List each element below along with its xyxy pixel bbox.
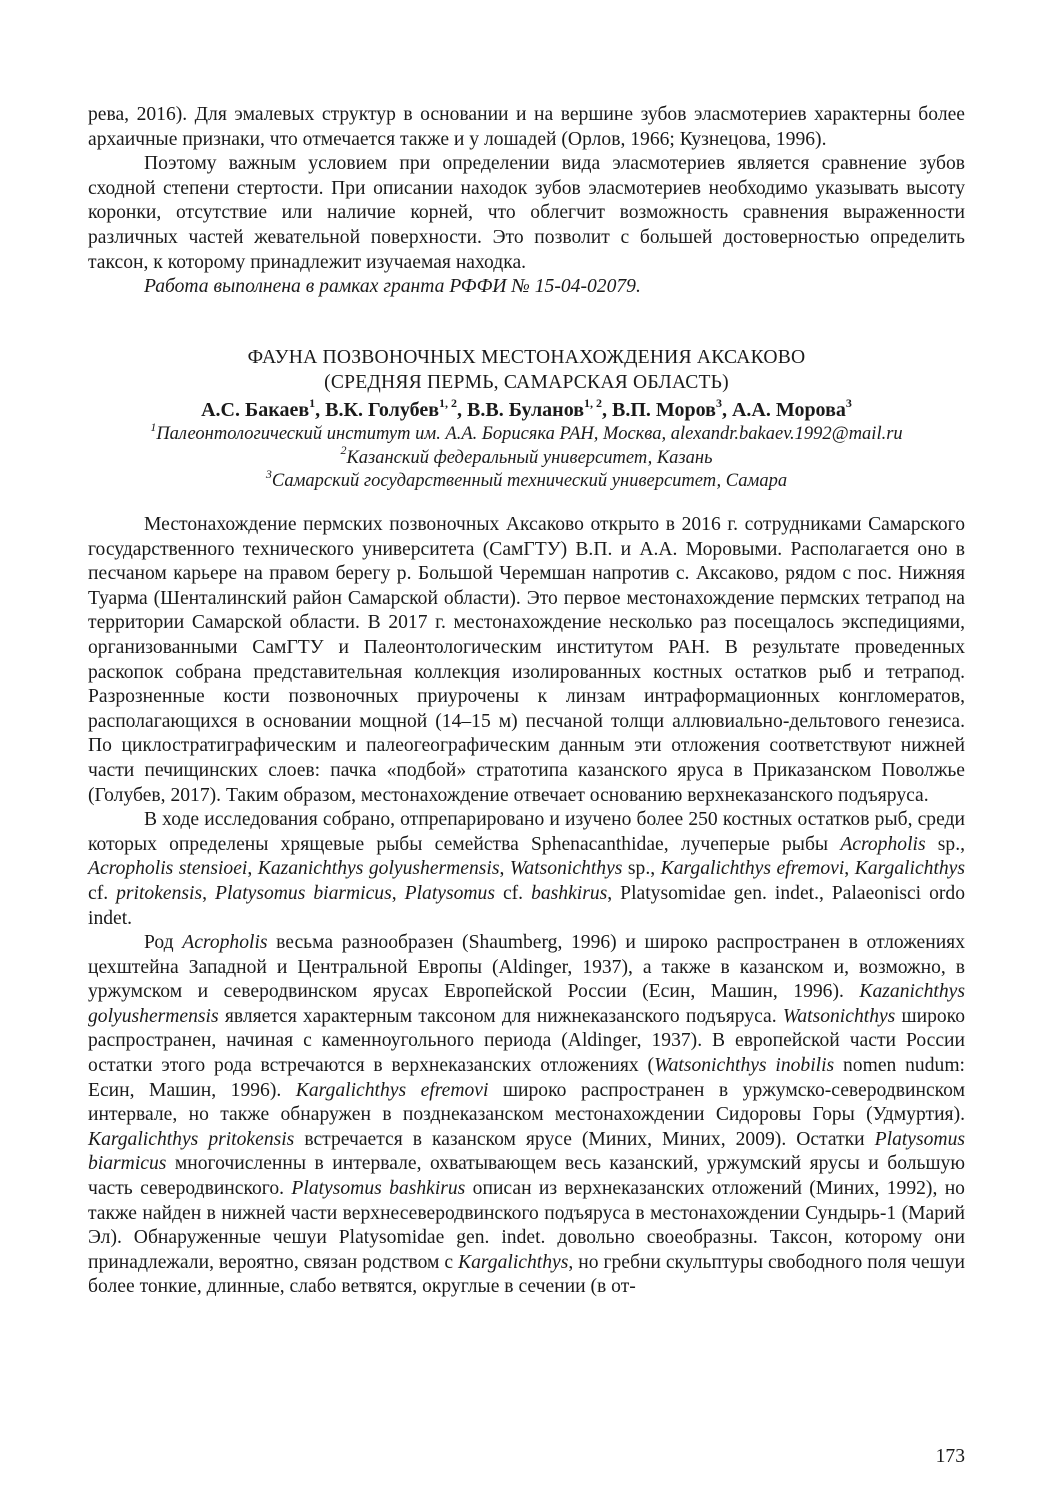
text-run: Поэтому важным условием при определении вида эласмотериев является сравнение зубов сходной степени стертости. При описании находок зубов эласмотериев необходимо указывать высоту коронки, отсутствие или наличие корней, что облегчит возможность сравнения выраженности различных частей жевательной поверхности. Это позволит с большей достоверностью определить таксон, к которому принадлежит изучаемая находка.	[88, 153, 965, 273]
text-run: sp.,	[622, 858, 661, 880]
affiliation-mark: 2	[340, 443, 347, 458]
italic-text: Acropholis	[840, 833, 926, 855]
article-body	[88, 513, 965, 1300]
affiliation-text: Палеонтологический институт им. А.А. Борисяка РАН, Москва, alexandr.bakaev.1992@mail.ru	[156, 424, 903, 444]
author-affiliation-mark: 1, 2	[584, 396, 602, 411]
paragraph	[88, 152, 965, 275]
text-run: ,	[844, 858, 855, 880]
text-run: широко распространен в уржумско-северодвинском интервале, но также обнаружен в позднеказанском местонахождении Сидоровы Горы (Удмуртия).	[88, 1079, 965, 1126]
italic-text: Platysomus biarmicus	[88, 1128, 965, 1175]
italic-text: Acropholis stensioei	[88, 858, 248, 880]
text-run: ,	[202, 882, 215, 904]
text-run: весьма разнообразен (Shaumberg, 1996) и широко распространен в отложениях цехштейна Западной и Центральной Европы (Aldinger, 1937), а также в казанском и, возможно, в уржумском и северодвинском ярусах Европейской России (Есин, Машин, 1996).	[88, 932, 965, 1003]
author-affiliation-mark: 3	[715, 396, 722, 411]
italic-text: bashkirus	[531, 882, 608, 904]
text-run: , Platysomidae gen. indet., Palaeonisci ordo indet.	[88, 882, 966, 929]
italic-text: Platysomus bashkirus	[291, 1178, 466, 1200]
text-run: Местонахождение пермских позвоночных Аксаково открыто в 2016 г. сотрудниками Самарского государственного технического университета (СамГТУ) В.П. и А.А. Моровыми. Располагается оно в песчаном карьере на правом берегу р. Большой Черемшан напротив с. Аксаково, рядом с пос. Нижняя Туарма (Шенталинский район Самарской области). Это первое местонахождение пермских тетрапод на территории Самарской области. В 2017 г. местонахождение несколько раз посещалось экспедициями, организованными СамГТУ и Палеонтологическим институтом РАН. В результате проведенных раскопок собрана представительная коллекция изолированных костных остатков рыб и тетрапод. Разрозненные кости позвоночных приурочены к линзам интраформационных конгломератов, располагающихся в основании мощной (14–15 м) песчаной толщи аллювиально-дельтового генезиса. По циклостратиграфическим и палеогеографическим данным эти отложения соответствуют нижней части печищинских слоев: пачка «подбой» стратотипа казанского яруса в Приказанском Поволжье (Голубев, 2017). Таким образом, местонахождение отвечает основанию верхнеказанского подъяруса.	[88, 514, 965, 806]
article-title-line-2: (СРЕДНЯЯ ПЕРМЬ, САМАРСКАЯ ОБЛАСТЬ)	[324, 372, 729, 393]
text-run: многочисленны в интервале, охватывающем весь казанский, уржумский ярусы и большую часть северодвинского.	[88, 1153, 965, 1200]
author-name: А.С. Бакаев	[201, 399, 310, 421]
author-name: А.А. Морова	[731, 399, 846, 421]
author-affiliation-mark: 1	[309, 396, 316, 411]
paragraph	[88, 513, 965, 808]
article-header	[88, 345, 965, 494]
text-run: встречается в казанском ярусе (Миних, Миних, 2009). Остатки	[294, 1128, 875, 1150]
italic-text: pritokensis	[116, 882, 203, 904]
affiliation-line	[88, 443, 965, 471]
text-run: ,	[391, 882, 405, 904]
italic-text: Platysomus biarmicus	[215, 882, 392, 904]
text-run: , но гребни скульптуры свободного поля чешуи более тонкие, длинные, слабо ветвятся, округлые в сечении (в от-	[88, 1251, 965, 1298]
text-run: описан из верхнеказанских отложений (Миних, 1992), но также найден в нижней части верхнесеверодвинского подъяруса в местонахождении Сундырь-1 (Марий Эл). Обнаруженные чешуи Platysomidae gen. indet. довольно своеобразны. Таксон, которому они принадлежали, вероятно, связан родством с	[88, 1178, 965, 1273]
text-run: cf.	[494, 882, 532, 904]
text-run: nomen nudum: Есин, Машин, 1996).	[88, 1055, 966, 1101]
italic-text: Platysomus	[404, 882, 495, 904]
author-name: В.П. Моров	[612, 399, 716, 421]
italic-text: Kargalichthys pritokensis	[88, 1128, 295, 1150]
author-list	[88, 397, 965, 423]
author-separator: ,	[602, 399, 612, 421]
author-name: В.К. Голубев	[325, 399, 440, 421]
author-affiliation-mark: 1, 2	[439, 396, 458, 411]
affiliation-list	[88, 419, 965, 494]
text-run: Род	[144, 932, 183, 954]
italic-text: Watsonichthys	[782, 1005, 896, 1027]
text-run: является характерным таксоном для нижнеказанского подъяруса.	[218, 1005, 783, 1027]
continued-text-block	[88, 103, 965, 300]
author-affiliation-mark: 3	[845, 396, 852, 411]
italic-text: Работа выполнена в рамках гранта РФФИ № 15-04-02079.	[144, 276, 641, 298]
paragraph	[88, 931, 965, 1300]
text-run: рева, 2016). Для эмалевых структур в основании и на вершине зубов эласмотериев характерны более архаичные признаки, что отмечается также и у лошадей (Орлов, 1966; Кузнецова, 1996).	[88, 104, 965, 150]
italic-text: Kargalichthys	[458, 1251, 569, 1273]
italic-text: Kazanichthys golyushermensis	[88, 981, 965, 1027]
paragraph	[88, 808, 965, 931]
author-separator: ,	[315, 399, 326, 421]
italic-text: Kargalichthys efremovi	[660, 858, 845, 880]
affiliation-line	[88, 419, 965, 447]
text-run: ,	[499, 858, 510, 880]
paragraph	[88, 275, 965, 300]
italic-text: Kargalichthys efremovi	[295, 1079, 489, 1101]
author-name: В.В. Буланов	[467, 399, 584, 421]
affiliation-mark: 1	[150, 419, 157, 434]
text-run: В ходе исследования собрано, отпрепарировано и изучено более 250 костных остатков рыб, среди которых определены хрящевые рыбы семейства Sphenacanthidae, лучеперые рыбы	[88, 809, 965, 855]
italic-text: Watsonichthys inobilis	[654, 1055, 835, 1077]
italic-text: Acropholis	[182, 932, 268, 954]
affiliation-mark: 3	[265, 466, 272, 481]
text-run: cf.	[88, 882, 117, 904]
text-run: sp.,	[925, 833, 965, 855]
affiliation-text: Самарский государственный технический университет, Самара	[271, 471, 788, 491]
italic-text: Kazanichthys golyushermensis	[257, 858, 500, 880]
author-separator: ,	[457, 399, 468, 421]
affiliation-line	[88, 466, 965, 494]
author-separator: ,	[721, 399, 732, 421]
page-number: 173	[935, 1446, 965, 1467]
text-run: ,	[247, 858, 258, 880]
italic-text: Kargalichthys	[854, 858, 966, 880]
text-run: широко распространен, начиная с каменноугольного периода (Aldinger, 1937). В европейской части России остатки этого рода встречаются в верхнеказанских отложениях (	[88, 1005, 966, 1077]
paragraph	[88, 103, 965, 152]
affiliation-text: Казанский федеральный университет, Казань	[346, 447, 713, 468]
article-title-line-1: ФАУНА ПОЗВОНОЧНЫХ МЕСТОНАХОЖДЕНИЯ АКСАКОВО	[247, 347, 806, 368]
italic-text: Watsonichthys	[509, 858, 623, 880]
